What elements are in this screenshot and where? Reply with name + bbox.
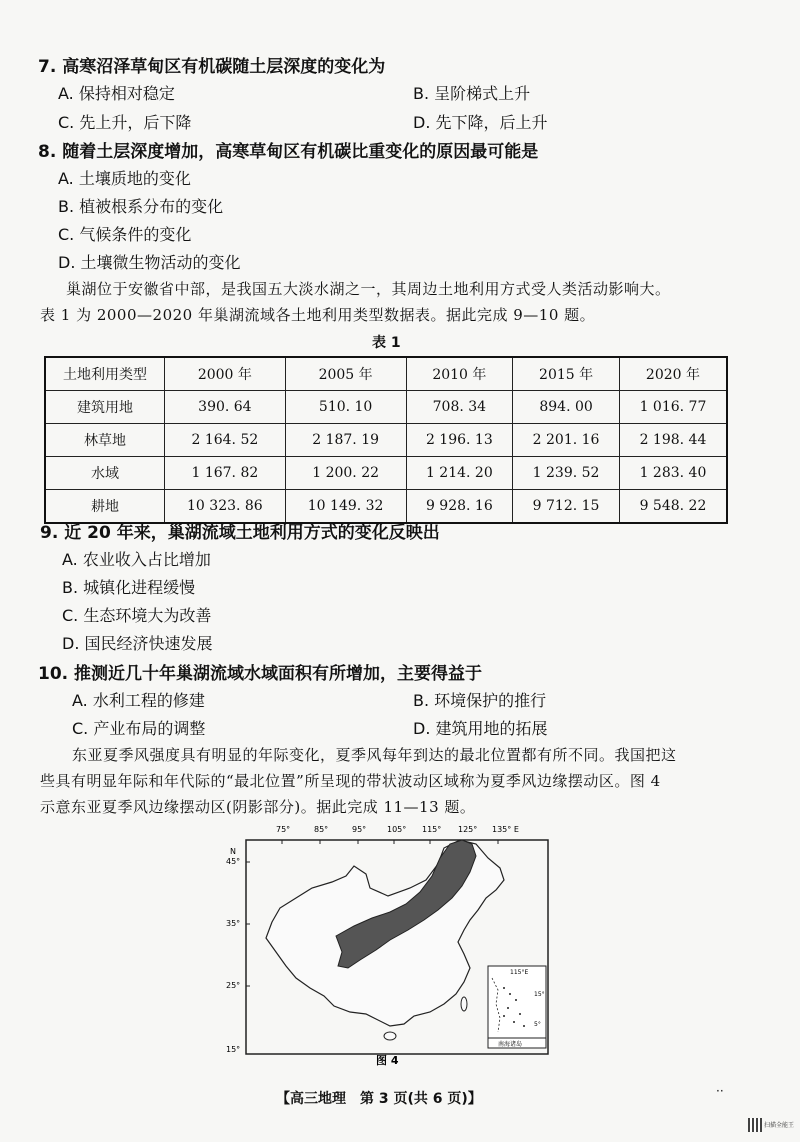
- intro2-line1: 东亚夏季风强度具有明显的年际变化，夏季风每年到达的最北位置都有所不同。我国把这: [72, 746, 677, 764]
- table1: [44, 356, 728, 524]
- q9-option-c: C. 生态环境大为改善: [62, 606, 212, 625]
- intro2-line3: 示意东亚夏季风边缘摆动区(阴影部分)。据此完成 11—13 题。: [40, 798, 476, 816]
- q8-option-c: C. 气候条件的变化: [58, 225, 192, 244]
- q8-option-a: A. 土壤质地的变化: [58, 169, 191, 188]
- q7-option-c: C. 先上升，后下降: [58, 113, 192, 132]
- table-header-row: [45, 357, 727, 391]
- inset-frame: [488, 966, 546, 1048]
- q10-option-d: D. 建筑用地的拓展: [413, 719, 548, 738]
- intro2-line2: 些具有明显年际和年代际的“最北位置”所呈现的带状波动区域称为夏季风边缘摆动区。图 4: [40, 772, 661, 790]
- q9-stem: 9. 近 20 年来，巢湖流域土地利用方式的变化反映出: [40, 523, 440, 543]
- q7-option-b: B. 呈阶梯式上升: [413, 84, 531, 103]
- intro1-line1: 巢湖位于安徽省中部，是我国五大淡水湖之一，其周边土地利用方式受人类活动影响大。: [66, 280, 671, 298]
- intro1-line2: 表 1 为 2000—2020 年巢湖流域各土地利用类型数据表。据此完成 9—10 题。: [40, 306, 596, 324]
- table-cell: 1 167. 82: [165, 457, 286, 490]
- lon-label: 115°: [422, 825, 442, 834]
- q10-option-b: B. 环境保护的推行: [413, 691, 547, 710]
- table-header: 2000 年: [165, 357, 286, 391]
- lon-label: 95°: [352, 825, 367, 834]
- q7-option-a: A. 保持相对稳定: [58, 84, 175, 103]
- q7-option-d: D. 先下降，后上升: [413, 113, 548, 132]
- corner-mark: ··: [716, 1084, 724, 1098]
- table-cell: 1 200. 22: [285, 457, 406, 490]
- table-cell: 1 283. 40: [619, 457, 727, 490]
- q9-option-a: A. 农业收入占比增加: [62, 550, 211, 569]
- lon-label: 105°: [387, 825, 407, 834]
- q10-option-c: C. 产业布局的调整: [72, 719, 206, 738]
- lat-label: 25°: [226, 981, 241, 990]
- table-cell: 建筑用地: [45, 391, 165, 424]
- q8-option-d: D. 土壤微生物活动的变化: [58, 253, 241, 272]
- inset-caption: 南海诸岛: [498, 1041, 523, 1048]
- figure4-caption: 图 4: [376, 1054, 399, 1066]
- table-header: 2020 年: [619, 357, 727, 391]
- table-cell: 2 164. 52: [165, 424, 286, 457]
- q9-option-b: B. 城镇化进程缓慢: [62, 578, 196, 597]
- table-cell: 1 239. 52: [513, 457, 620, 490]
- table1-caption: 表 1: [372, 335, 401, 351]
- table-cell: 10 323. 86: [165, 490, 286, 524]
- table-cell: 耕地: [45, 490, 165, 524]
- table-cell: 9 928. 16: [406, 490, 513, 524]
- lon-label: 125°: [458, 825, 478, 834]
- lon-label: 135° E: [492, 825, 519, 834]
- table-cell: 9 548. 22: [619, 490, 727, 524]
- q7-stem: 7. 高寒沼泽草甸区有机碳随土层深度的变化为: [38, 57, 386, 77]
- lat-label: 15°: [226, 1045, 241, 1054]
- north-label: N: [230, 847, 236, 856]
- table-row: [45, 424, 727, 457]
- table-header: 2005 年: [285, 357, 406, 391]
- table-cell: 1 016. 77: [619, 391, 727, 424]
- table-cell: 9 712. 15: [513, 490, 620, 524]
- table-cell: 2 198. 44: [619, 424, 727, 457]
- hainan-island: [384, 1032, 396, 1040]
- q10-stem: 10. 推测近几十年巢湖流域水域面积有所增加，主要得益于: [38, 664, 483, 684]
- table-header: 2010 年: [406, 357, 513, 391]
- lon-label: 75°: [276, 825, 291, 834]
- table-cell: 390. 64: [165, 391, 286, 424]
- table-cell: 10 149. 32: [285, 490, 406, 524]
- scanner-badge: 扫描全能王: [764, 1122, 795, 1129]
- table-cell: 2 196. 13: [406, 424, 513, 457]
- q10-option-a: A. 水利工程的修建: [72, 691, 205, 710]
- table-header: 2015 年: [513, 357, 620, 391]
- qr-icon: [748, 1118, 762, 1132]
- table-header: 土地利用类型: [45, 357, 165, 391]
- page-footer: 【高三地理 第 3 页(共 6 页)】: [276, 1091, 482, 1107]
- table-cell: 2 187. 19: [285, 424, 406, 457]
- table-cell: 708. 34: [406, 391, 513, 424]
- table-row: [45, 391, 727, 424]
- table-cell: 林草地: [45, 424, 165, 457]
- table-row: [45, 457, 727, 490]
- taiwan-island: [461, 997, 467, 1011]
- table-cell: 1 214. 20: [406, 457, 513, 490]
- q8-stem: 8. 随着土层深度增加，高寒草甸区有机碳比重变化的原因最可能是: [38, 142, 539, 162]
- inset-lat-label: 5°: [534, 1021, 541, 1028]
- lat-label: 35°: [226, 919, 241, 928]
- lat-label: 45°: [226, 857, 241, 866]
- lon-label: 85°: [314, 825, 329, 834]
- table-cell: 894. 00: [513, 391, 620, 424]
- q8-option-b: B. 植被根系分布的变化: [58, 197, 224, 216]
- q9-option-d: D. 国民经济快速发展: [62, 634, 213, 653]
- figure4-map: [220, 818, 560, 1066]
- table-cell: 水域: [45, 457, 165, 490]
- inset-lat-label: 15°: [534, 991, 545, 998]
- table-cell: 510. 10: [285, 391, 406, 424]
- inset-lon-label: 115°E: [510, 969, 529, 976]
- table-cell: 2 201. 16: [513, 424, 620, 457]
